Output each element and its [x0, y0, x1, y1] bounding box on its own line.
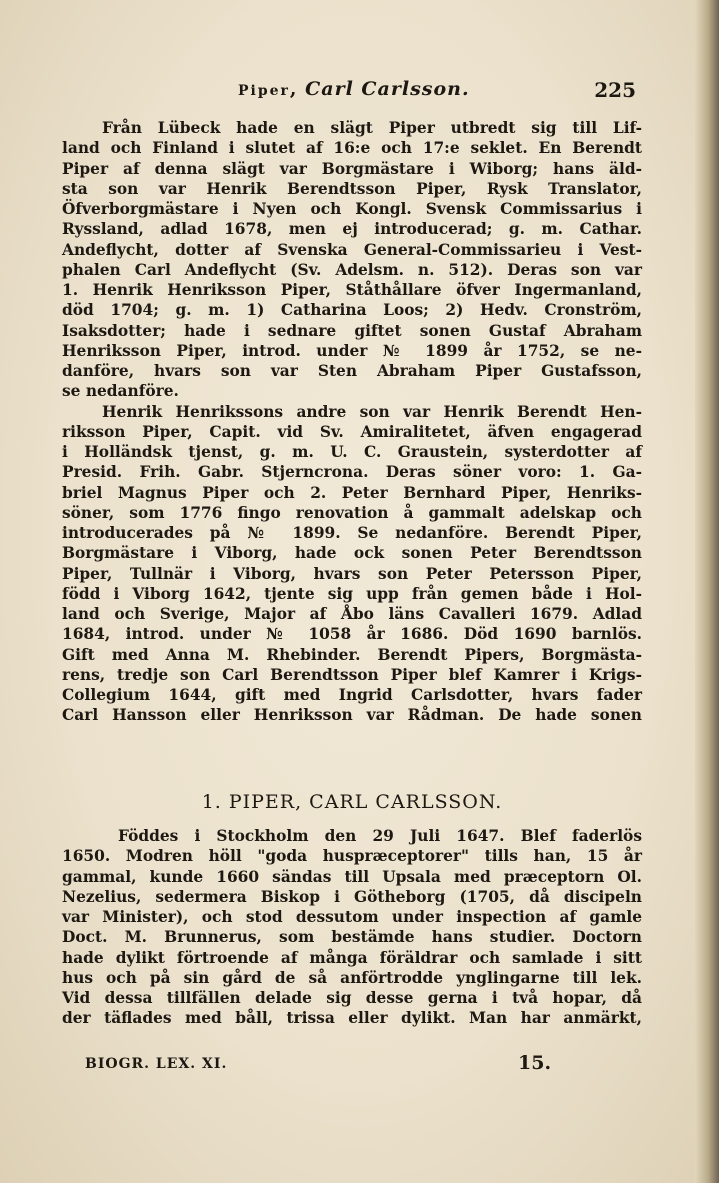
text-line: död 1704; g. m. 1) Catharina Loos; 2) Hedv. Cronström,	[62, 301, 642, 320]
text-line: Nezelius, sedermera Biskop i Götheborg (1705, då discipeln	[62, 887, 642, 906]
text-line: riksson Piper, Capit. vid Sv. Amiralitetet, äfven engagerad	[62, 422, 642, 441]
section-text	[62, 826, 642, 1029]
text-line: Föddes i Stockholm den 29 Juli 1647. Blef faderlös	[118, 827, 642, 845]
text-line: briel Magnus Piper och 2. Peter Bernhard Piper, Henriks-	[62, 483, 642, 502]
text-line: Andeflycht, dotter af Svenska General-Commissarieu i Vest-	[62, 240, 642, 259]
text-line: Piper, Tullnär i Viborg, hvars son Peter Petersson Piper,	[62, 564, 642, 583]
text-line: söner, som 1776 fingo renovation å gammalt adelskap och	[62, 503, 642, 522]
text-line: Carl Hansson eller Henriksson var Rådman. De hade sonen	[62, 706, 642, 725]
running-head-name: Carl Carlsson.	[305, 78, 470, 100]
sheet-number: 15.	[518, 1052, 552, 1074]
text-line: i Holländsk tjenst, g. m. U. C. Graustein, systerdotter af	[62, 443, 642, 461]
running-head: Piper, Carl Carlsson.	[238, 78, 470, 100]
text-line: land och Finland i slutet af 16:e och 17:e seklet. En Berendt	[62, 139, 642, 158]
text-line: rens, tredje son Carl Berendtsson Piper blef Kamrer i Krigs-	[62, 665, 642, 684]
text-line: född i Viborg 1642, tjente sig upp från gemen både i Hol-	[62, 584, 642, 603]
signature-mark: BIOGR. LEX. XI.	[85, 1056, 228, 1072]
text-line: Henriksson Piper, introd. under № 1899 år 1752, se ne-	[62, 341, 642, 360]
text-line: 1. Henrik Henriksson Piper, Ståthållare öfver Ingermanland,	[62, 281, 642, 299]
text-line: phalen Carl Andeflycht (Sv. Adelsm. n. 512). Deras son var	[62, 260, 642, 279]
text-line: Öfverborgmästare i Nyen och Kongl. Svensk Commissarius i	[62, 200, 642, 218]
intro-text	[62, 118, 642, 726]
running-head-surname: Piper	[238, 83, 290, 99]
text-line: der täflades med båll, trissa eller dylikt. Man har anmärkt,	[62, 1009, 642, 1028]
section-title: 1. PIPER, CARL CARLSSON.	[201, 791, 503, 813]
text-line: danföre, hvars son var Sten Abraham Piper Gustafsson,	[62, 362, 642, 380]
text-line: Presid. Frih. Gabr. Stjerncrona. Deras söner voro: 1. Ga-	[62, 463, 642, 482]
text-line: 1650. Modren höll "goda huspræceptorer" tills han, 15 år	[62, 847, 642, 866]
text-line: Isaksdotter; hade i sednare giftet sonen Gustaf Abraham	[62, 321, 642, 340]
text-line: Collegium 1644, gift med Ingrid Carlsdotter, hvars fader	[62, 686, 642, 704]
text-line: gammal, kunde 1660 sändas till Upsala med præceptorn Ol.	[62, 867, 642, 886]
text-line: Från Lübeck hade en slägt Piper utbredt sig till Lif-	[102, 119, 642, 137]
text-line: hade dylikt förtroende af många föräldrar och samlade i sitt	[62, 948, 642, 967]
text-line: sta son var Henrik Berendtsson Piper, Rysk Translator,	[62, 179, 642, 198]
text-line: Henrik Henrikssons andre son var Henrik Berendt Hen-	[102, 402, 642, 421]
text-line: Borgmästare i Viborg, hade ock sonen Peter Berendtsson	[62, 544, 642, 563]
text-line: 1684, introd. under № 1058 år 1686. Död 1690 barnlös.	[62, 625, 642, 644]
page-number: 225	[594, 78, 636, 102]
text-line: Piper af denna slägt var Borgmästare i Wiborg; hans äld-	[62, 159, 642, 178]
page-header	[60, 78, 640, 108]
text-line: Vid dessa tillfällen delade sig desse gerna i två hopar, då	[62, 989, 642, 1007]
text-line: Ryssland, adlad 1678, men ej introducerad; g. m. Cathar.	[62, 220, 642, 239]
text-line: var Minister), och stod dessutom under inspection af gamle	[62, 908, 642, 926]
text-line: land och Sverige, Major af Åbo läns Cavalleri 1679. Adlad	[62, 605, 642, 623]
text-line: introducerades på № 1899. Se nedanföre. Berendt Piper,	[62, 524, 642, 542]
text-line: Gift med Anna M. Rhebinder. Berendt Pipers, Borgmästa-	[62, 645, 642, 664]
text-line: hus och på sin gård de så anförtrodde ynglingarne till lek.	[62, 968, 642, 987]
page-footer	[85, 1052, 605, 1080]
book-spine-shadow	[695, 0, 719, 1183]
text-line: se nedanföre.	[62, 382, 179, 401]
text-line: Doct. M. Brunnerus, som bestämde hans studier. Doctorn	[62, 928, 642, 947]
